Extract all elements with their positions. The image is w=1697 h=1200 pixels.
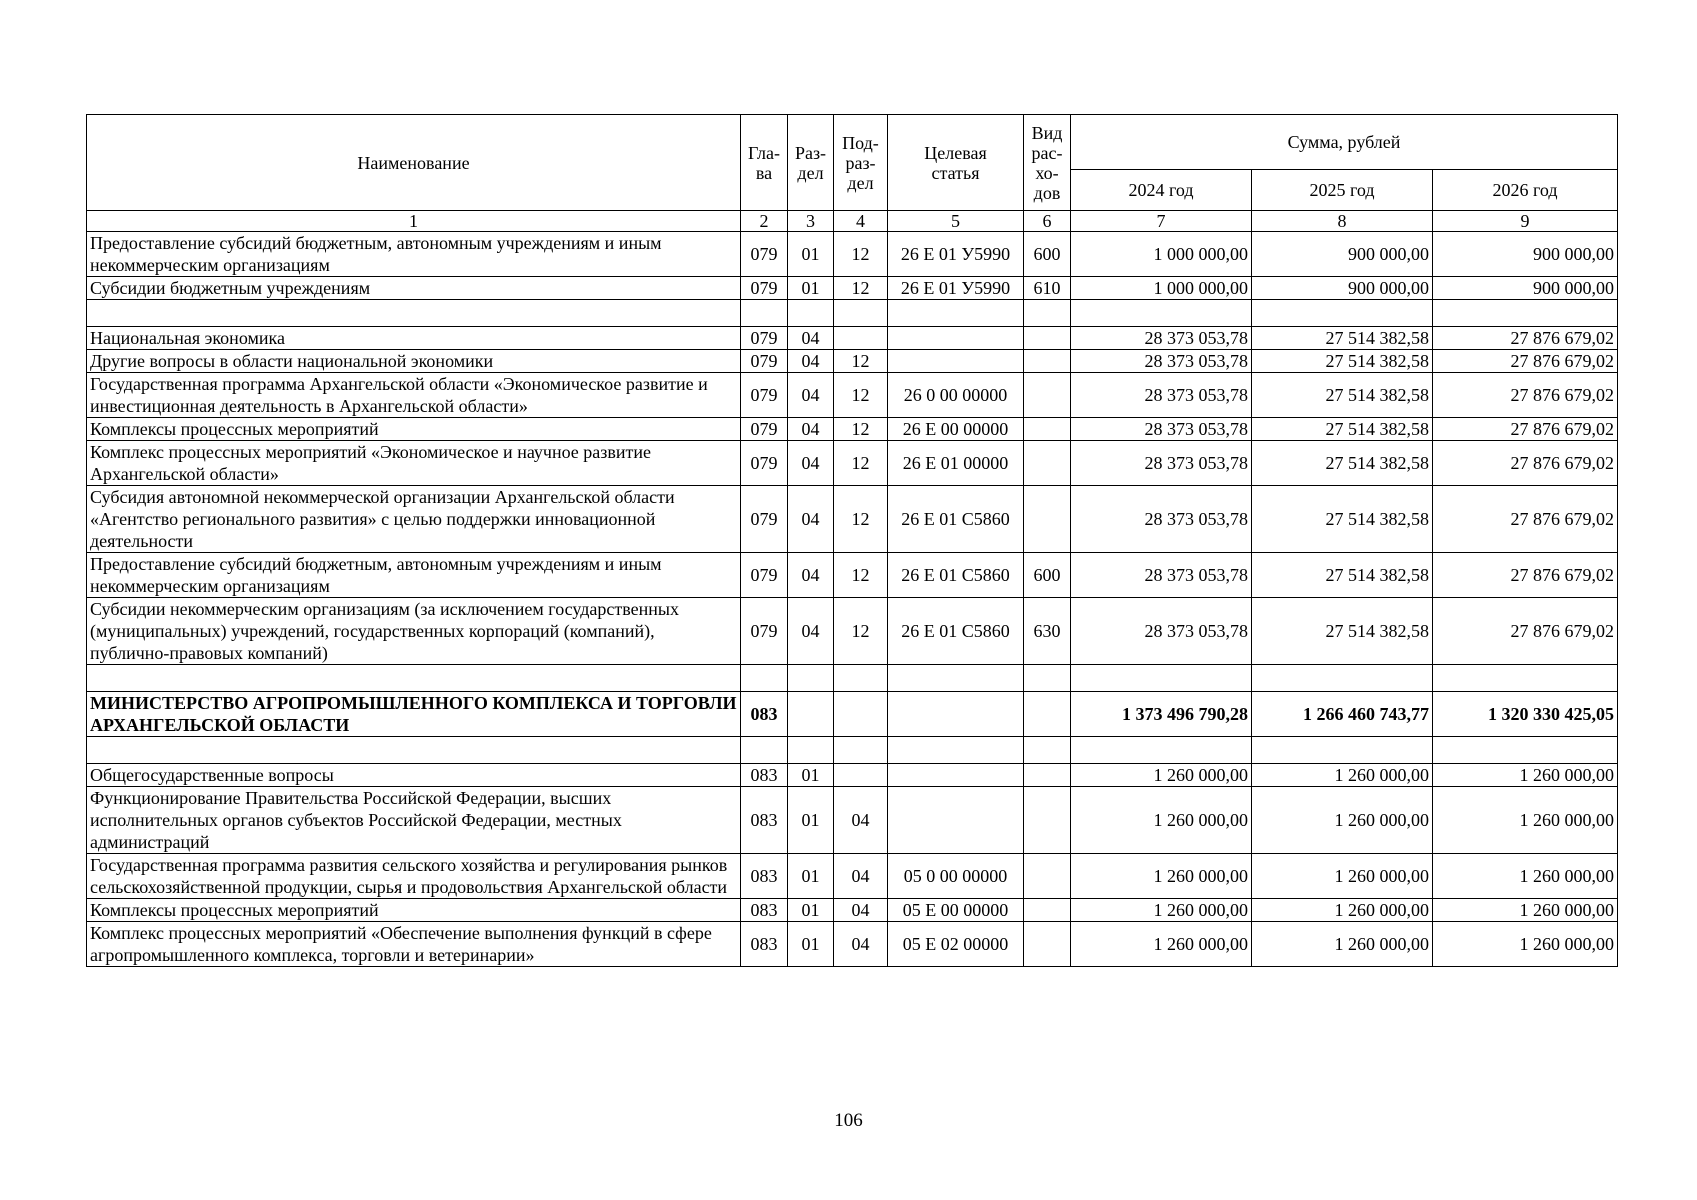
row-sum-2025: 900 000,00 [1252, 232, 1433, 277]
row-glava: 083 [741, 787, 788, 854]
empty-cell [834, 665, 888, 692]
row-name: Предоставление субсидий бюджетным, автономным учреждениям и иным некоммерческим организациям [87, 232, 741, 277]
row-razdel: 04 [788, 598, 834, 665]
column-index: 7 [1071, 211, 1252, 232]
row-podrazdel [834, 327, 888, 350]
row-name: Комплексы процессных мероприятий [87, 418, 741, 441]
row-sum-2026: 27 876 679,02 [1433, 327, 1618, 350]
row-vid [1024, 922, 1071, 967]
row-glava: 079 [741, 277, 788, 300]
spacer-row [87, 665, 1618, 692]
row-target [888, 327, 1024, 350]
row-podrazdel: 04 [834, 899, 888, 922]
row-vid [1024, 350, 1071, 373]
row-podrazdel: 12 [834, 598, 888, 665]
row-podrazdel: 04 [834, 787, 888, 854]
row-vid [1024, 486, 1071, 553]
row-sum-2025: 27 514 382,58 [1252, 553, 1433, 598]
empty-cell [87, 300, 741, 327]
table-row [87, 373, 1618, 418]
column-index: 9 [1433, 211, 1618, 232]
empty-cell [888, 300, 1024, 327]
row-sum-2026: 1 260 000,00 [1433, 922, 1618, 967]
row-razdel: 01 [788, 277, 834, 300]
row-sum-2025: 27 514 382,58 [1252, 486, 1433, 553]
empty-cell [1024, 665, 1071, 692]
row-podrazdel: 12 [834, 418, 888, 441]
row-sum-2024: 1 260 000,00 [1071, 854, 1252, 899]
header-glava-text: Гла- ва [747, 142, 781, 183]
header-vid [1024, 115, 1071, 211]
header-glava [741, 115, 788, 211]
row-razdel: 01 [788, 787, 834, 854]
table-row [87, 598, 1618, 665]
row-glava: 079 [741, 350, 788, 373]
header-podrazdel [834, 115, 888, 211]
row-sum-2025: 27 514 382,58 [1252, 350, 1433, 373]
table-row [87, 350, 1618, 373]
table-row [87, 899, 1618, 922]
spacer-row [87, 737, 1618, 764]
table-row [87, 553, 1618, 598]
row-razdel: 01 [788, 922, 834, 967]
row-podrazdel: 12 [834, 373, 888, 418]
row-podrazdel: 04 [834, 922, 888, 967]
empty-cell [1024, 737, 1071, 764]
row-name: Субсидии бюджетным учреждениям [87, 277, 741, 300]
column-index: 6 [1024, 211, 1071, 232]
row-sum-2025: 27 514 382,58 [1252, 441, 1433, 486]
row-sum-2025: 1 266 460 743,77 [1252, 692, 1433, 737]
header-year-2026: 2026 год [1433, 170, 1618, 211]
row-sum-2026: 1 260 000,00 [1433, 764, 1618, 787]
row-glava: 079 [741, 232, 788, 277]
header-name: Наименование [87, 115, 741, 211]
empty-cell [87, 665, 741, 692]
row-razdel: 01 [788, 854, 834, 899]
row-target: 26 0 00 00000 [888, 373, 1024, 418]
row-sum-2026: 27 876 679,02 [1433, 441, 1618, 486]
row-sum-2024: 1 260 000,00 [1071, 764, 1252, 787]
row-vid [1024, 787, 1071, 854]
empty-cell [788, 300, 834, 327]
row-sum-2024: 1 260 000,00 [1071, 922, 1252, 967]
column-index: 3 [788, 211, 834, 232]
table-row [87, 692, 1618, 737]
row-razdel: 04 [788, 418, 834, 441]
empty-cell [834, 300, 888, 327]
row-sum-2024: 28 373 053,78 [1071, 327, 1252, 350]
row-target: 05 Е 00 00000 [888, 899, 1024, 922]
row-target: 26 Е 01 С5860 [888, 486, 1024, 553]
row-sum-2025: 1 260 000,00 [1252, 854, 1433, 899]
table-row [87, 486, 1618, 553]
row-name: Субсидия автономной некоммерческой организации Архангельской области «Агентство регионального развития» с целью поддержки инновационной деятельности [87, 486, 741, 553]
row-sum-2025: 1 260 000,00 [1252, 787, 1433, 854]
table-row [87, 854, 1618, 899]
header-razdel [788, 115, 834, 211]
row-name: Другие вопросы в области национальной экономики [87, 350, 741, 373]
row-name: Субсидии некоммерческим организациям (за исключением государственных (муниципальных) учреждений, государственных корпораций (компаний), публично-правовых компаний) [87, 598, 741, 665]
header-target [888, 115, 1024, 211]
row-vid: 630 [1024, 598, 1071, 665]
row-razdel: 04 [788, 327, 834, 350]
row-name: Национальная экономика [87, 327, 741, 350]
row-sum-2024: 1 000 000,00 [1071, 277, 1252, 300]
empty-cell [1433, 300, 1618, 327]
row-podrazdel: 12 [834, 232, 888, 277]
empty-cell [888, 665, 1024, 692]
empty-cell [1252, 300, 1433, 327]
empty-cell [888, 737, 1024, 764]
row-sum-2024: 28 373 053,78 [1071, 373, 1252, 418]
column-index: 4 [834, 211, 888, 232]
row-target: 26 Е 00 00000 [888, 418, 1024, 441]
row-vid [1024, 418, 1071, 441]
row-razdel: 04 [788, 350, 834, 373]
empty-cell [1071, 665, 1252, 692]
row-sum-2025: 1 260 000,00 [1252, 764, 1433, 787]
row-target: 26 Е 01 00000 [888, 441, 1024, 486]
table-row [87, 922, 1618, 967]
row-name: Государственная программа Архангельской области «Экономическое развитие и инвестиционная деятельность в Архангельской области» [87, 373, 741, 418]
row-glava: 083 [741, 764, 788, 787]
row-sum-2024: 28 373 053,78 [1071, 598, 1252, 665]
row-sum-2025: 1 260 000,00 [1252, 899, 1433, 922]
row-sum-2024: 28 373 053,78 [1071, 441, 1252, 486]
row-sum-2026: 27 876 679,02 [1433, 350, 1618, 373]
row-sum-2026: 1 260 000,00 [1433, 899, 1618, 922]
empty-cell [1071, 300, 1252, 327]
header-razdel-text: Раз- дел [794, 142, 827, 183]
row-sum-2026: 1 320 330 425,05 [1433, 692, 1618, 737]
row-vid [1024, 692, 1071, 737]
row-vid [1024, 854, 1071, 899]
row-sum-2026: 900 000,00 [1433, 277, 1618, 300]
budget-table [86, 114, 1618, 967]
row-podrazdel: 12 [834, 441, 888, 486]
row-sum-2025: 27 514 382,58 [1252, 327, 1433, 350]
row-sum-2024: 28 373 053,78 [1071, 350, 1252, 373]
empty-cell [788, 665, 834, 692]
row-name: Комплекс процессных мероприятий «Обеспечение выполнения функций в сфере агропромышленного комплекса, торговли и ветеринарии» [87, 922, 741, 967]
row-vid [1024, 899, 1071, 922]
row-sum-2024: 28 373 053,78 [1071, 486, 1252, 553]
row-glava: 083 [741, 899, 788, 922]
row-target [888, 764, 1024, 787]
row-podrazdel: 12 [834, 553, 888, 598]
row-podrazdel: 12 [834, 277, 888, 300]
row-vid: 610 [1024, 277, 1071, 300]
row-vid [1024, 327, 1071, 350]
row-podrazdel: 04 [834, 854, 888, 899]
row-name: Общегосударственные вопросы [87, 764, 741, 787]
row-glava: 079 [741, 553, 788, 598]
row-vid: 600 [1024, 553, 1071, 598]
row-razdel: 04 [788, 553, 834, 598]
empty-cell [741, 665, 788, 692]
row-sum-2026: 27 876 679,02 [1433, 598, 1618, 665]
table-row [87, 277, 1618, 300]
row-razdel: 01 [788, 899, 834, 922]
row-sum-2024: 28 373 053,78 [1071, 418, 1252, 441]
empty-cell [87, 737, 741, 764]
row-glava: 083 [741, 854, 788, 899]
table-row [87, 418, 1618, 441]
row-name: Функционирование Правительства Российской Федерации, высших исполнительных органов субъектов Российской Федерации, местных администраций [87, 787, 741, 854]
row-podrazdel: 12 [834, 350, 888, 373]
empty-cell [1433, 665, 1618, 692]
empty-cell [1071, 737, 1252, 764]
row-vid [1024, 441, 1071, 486]
row-sum-2026: 27 876 679,02 [1433, 373, 1618, 418]
row-sum-2026: 27 876 679,02 [1433, 486, 1618, 553]
row-razdel: 01 [788, 764, 834, 787]
row-sum-2024: 28 373 053,78 [1071, 553, 1252, 598]
page-number: 106 [834, 1110, 863, 1131]
column-index: 5 [888, 211, 1024, 232]
row-sum-2025: 27 514 382,58 [1252, 373, 1433, 418]
row-target [888, 692, 1024, 737]
empty-cell [741, 737, 788, 764]
row-razdel: 04 [788, 486, 834, 553]
row-glava: 079 [741, 373, 788, 418]
column-index: 2 [741, 211, 788, 232]
row-podrazdel: 12 [834, 486, 888, 553]
empty-cell [1433, 737, 1618, 764]
row-sum-2026: 27 876 679,02 [1433, 553, 1618, 598]
row-sum-2026: 1 260 000,00 [1433, 787, 1618, 854]
row-glava: 079 [741, 327, 788, 350]
row-sum-2026: 1 260 000,00 [1433, 854, 1618, 899]
row-name: Комплекс процессных мероприятий «Экономическое и научное развитие Архангельской области» [87, 441, 741, 486]
table-row [87, 441, 1618, 486]
header-vid-text: Вид рас- хо- дов [1031, 122, 1063, 203]
row-sum-2024: 1 000 000,00 [1071, 232, 1252, 277]
header-year-2024: 2024 год [1071, 170, 1252, 211]
row-target [888, 787, 1024, 854]
column-index: 8 [1252, 211, 1433, 232]
row-name: Государственная программа развития сельского хозяйства и регулирования рынков сельскохозяйственной продукции, сырья и продовольствия Архангельской области [87, 854, 741, 899]
empty-cell [1252, 665, 1433, 692]
table-row [87, 787, 1618, 854]
row-razdel: 04 [788, 373, 834, 418]
row-podrazdel [834, 764, 888, 787]
header-target-text: Целевая статья [924, 142, 987, 183]
row-sum-2025: 900 000,00 [1252, 277, 1433, 300]
column-index: 1 [87, 211, 741, 232]
row-target: 26 Е 01 У5990 [888, 232, 1024, 277]
row-name: Предоставление субсидий бюджетным, автономным учреждениям и иным некоммерческим организациям [87, 553, 741, 598]
header-year-2025: 2025 год [1252, 170, 1433, 211]
empty-cell [1252, 737, 1433, 764]
table-row [87, 764, 1618, 787]
header-sum: Сумма, рублей [1071, 115, 1618, 170]
table-row [87, 327, 1618, 350]
row-sum-2025: 27 514 382,58 [1252, 418, 1433, 441]
row-vid [1024, 373, 1071, 418]
table-body [87, 232, 1618, 967]
row-glava: 079 [741, 418, 788, 441]
row-name: МИНИСТЕРСТВО АГРОПРОМЫШЛЕННОГО КОМПЛЕКСА И ТОРГОВЛИ АРХАНГЕЛЬСКОЙ ОБЛАСТИ [87, 692, 741, 737]
empty-cell [1024, 300, 1071, 327]
row-target: 26 Е 01 С5860 [888, 553, 1024, 598]
row-name: Комплексы процессных мероприятий [87, 899, 741, 922]
row-sum-2025: 1 260 000,00 [1252, 922, 1433, 967]
header-podrazdel-text: Под- раз- дел [842, 132, 879, 193]
row-glava: 079 [741, 486, 788, 553]
row-razdel: 01 [788, 232, 834, 277]
row-sum-2025: 27 514 382,58 [1252, 598, 1433, 665]
row-target: 05 0 00 00000 [888, 854, 1024, 899]
row-razdel: 04 [788, 441, 834, 486]
row-glava: 083 [741, 692, 788, 737]
empty-cell [834, 737, 888, 764]
empty-cell [788, 737, 834, 764]
spacer-row [87, 300, 1618, 327]
row-sum-2026: 900 000,00 [1433, 232, 1618, 277]
row-target [888, 350, 1024, 373]
row-target: 05 Е 02 00000 [888, 922, 1024, 967]
row-vid [1024, 764, 1071, 787]
row-podrazdel [834, 692, 888, 737]
row-sum-2024: 1 260 000,00 [1071, 787, 1252, 854]
row-glava: 079 [741, 598, 788, 665]
row-vid: 600 [1024, 232, 1071, 277]
row-glava: 083 [741, 922, 788, 967]
row-sum-2026: 27 876 679,02 [1433, 418, 1618, 441]
row-target: 26 Е 01 С5860 [888, 598, 1024, 665]
row-razdel [788, 692, 834, 737]
row-sum-2024: 1 260 000,00 [1071, 899, 1252, 922]
table-row [87, 232, 1618, 277]
empty-cell [741, 300, 788, 327]
row-sum-2024: 1 373 496 790,28 [1071, 692, 1252, 737]
row-glava: 079 [741, 441, 788, 486]
row-target: 26 Е 01 У5990 [888, 277, 1024, 300]
